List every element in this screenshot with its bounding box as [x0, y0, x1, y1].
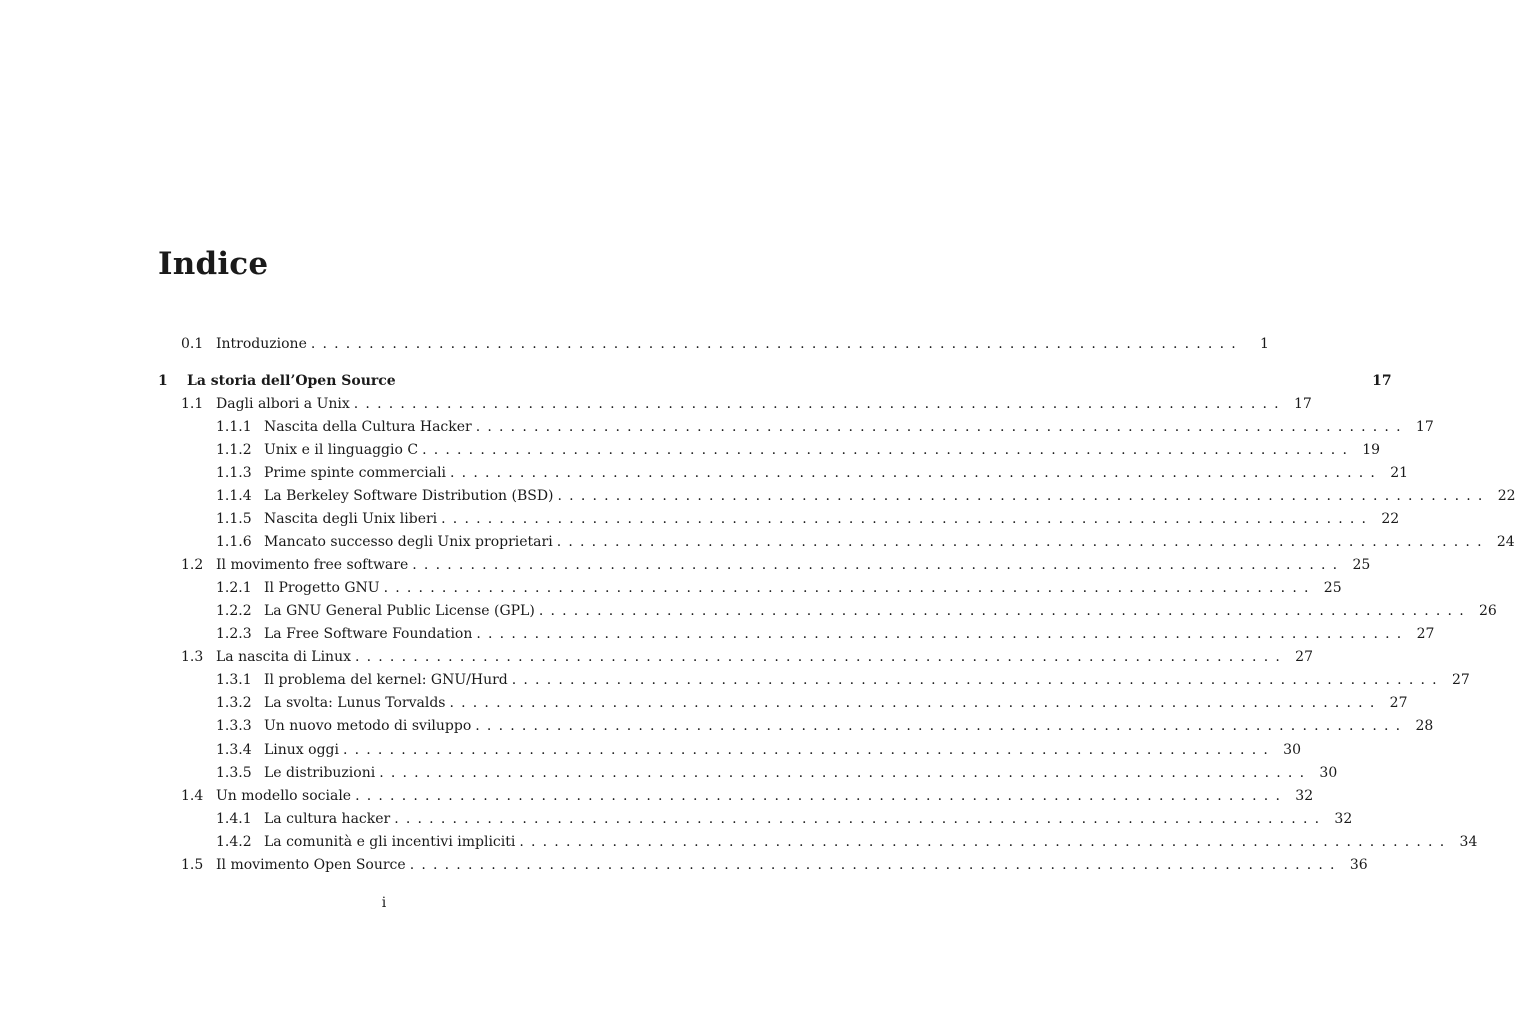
toc-entry[interactable] — [158, 416, 1434, 438]
toc-entry[interactable] — [158, 785, 1314, 807]
toc-entry-page: 32 — [1295, 788, 1314, 804]
toc-entry-number: 1.1 — [181, 396, 204, 412]
toc-entry-page: 27 — [1295, 649, 1313, 665]
toc-entry-number: 1.2.1 — [216, 580, 252, 596]
toc-entry-number: 1.3.1 — [216, 672, 252, 688]
toc-entry-page: 30 — [1319, 765, 1338, 781]
toc-entry-number: 1.2.3 — [216, 626, 252, 642]
toc-entry-page: 22 — [1497, 488, 1516, 504]
toc-entry-page: 21 — [1390, 465, 1409, 481]
toc-entry[interactable] — [158, 333, 1269, 355]
toc-entry-title: La Berkeley Software Distribution (BSD) — [264, 485, 558, 507]
toc-entry-title: Un nuovo metodo di sviluppo — [264, 715, 475, 737]
toc-entry[interactable] — [158, 831, 1478, 853]
toc-entry-number: 1.4.1 — [216, 811, 252, 827]
toc-entry-number: 1.3.4 — [216, 742, 252, 758]
toc-entry[interactable] — [158, 623, 1435, 645]
toc-entry-page: 28 — [1415, 718, 1434, 734]
toc-entry-number: 1.1.2 — [216, 442, 252, 458]
dot-leader: ................................................................................ — [441, 511, 1374, 527]
dot-leader: ................................................................................ — [557, 488, 1490, 504]
toc-entry-number: 1.2.2 — [216, 603, 252, 619]
toc-entry-page: 1 — [1259, 336, 1269, 352]
toc-entry-title: Un modello sociale — [216, 785, 355, 807]
toc-entry-title: Prime spinte commerciali — [264, 462, 450, 484]
toc-entry[interactable] — [158, 577, 1342, 599]
toc-entry[interactable] — [158, 531, 1515, 553]
dot-leader: ................................................................................ — [475, 419, 1408, 435]
toc-entry-number: 1.5 — [181, 857, 204, 873]
toc-entry-title: La Free Software Foundation — [264, 623, 476, 645]
toc-entry[interactable] — [158, 485, 1516, 507]
toc-entry-number: 1.1.4 — [216, 488, 252, 504]
toc-entry-title: Unix e il linguaggio C — [264, 439, 422, 461]
toc-entry[interactable] — [158, 393, 1312, 415]
dot-leader: ................................................................................ — [538, 603, 1471, 619]
toc-entry-number: 1.3.2 — [216, 695, 252, 711]
toc-entry-title: Nascita degli Unix liberi — [264, 508, 441, 530]
toc-entry-page: 22 — [1381, 511, 1400, 527]
toc-entry-page: 17 — [1415, 419, 1434, 435]
toc-entry-number: 1.3.5 — [216, 765, 252, 781]
toc-entry-number: 1.1.3 — [216, 465, 252, 481]
dot-leader: ................................................................................ — [310, 336, 1243, 352]
toc-entry-number: 1.2 — [181, 557, 204, 573]
toc-entry-page: 36 — [1349, 857, 1368, 873]
toc-entry[interactable] — [158, 762, 1338, 784]
dot-leader: ................................................................................ — [379, 765, 1312, 781]
toc-entry-page: 32 — [1334, 811, 1353, 827]
toc-entry-number: 0.1 — [181, 336, 204, 352]
toc-entry[interactable] — [158, 554, 1371, 576]
toc-entry[interactable] — [158, 692, 1408, 714]
toc-entry-number: 1.4 — [181, 788, 204, 804]
toc-entry-title: La storia dell’Open Source — [187, 370, 400, 392]
toc-entry[interactable] — [158, 646, 1313, 668]
dot-leader: ................................................................................ — [342, 742, 1275, 758]
toc-entry-title: Dagli albori a Unix — [216, 393, 354, 415]
dot-leader: ................................................................................ — [383, 580, 1316, 596]
toc-entry-page: 27 — [1389, 695, 1408, 711]
table-of-contents — [158, 0, 1516, 1024]
toc-entry-page: 26 — [1479, 603, 1497, 619]
dot-leader: ................................................................................ — [422, 442, 1355, 458]
dot-leader: ................................................................................ — [353, 396, 1286, 412]
toc-entry-title: Introduzione — [216, 333, 311, 355]
dot-leader: ................................................................................ — [354, 649, 1287, 665]
toc-entry[interactable] — [158, 854, 1368, 876]
dot-leader: ................................................................................ — [409, 857, 1342, 873]
dot-leader: ................................................................................ — [475, 718, 1408, 734]
toc-entry-title: Il movimento free software — [216, 554, 412, 576]
toc-entry-number: 1 — [158, 373, 168, 389]
dot-leader: ................................................................................ — [394, 811, 1327, 827]
toc-entry[interactable] — [158, 462, 1409, 484]
dot-leader: ................................................................................ — [556, 534, 1489, 550]
toc-entry-title: La nascita di Linux — [216, 646, 355, 668]
toc-entry[interactable] — [158, 808, 1353, 830]
toc-entry-number: 1.1.1 — [216, 419, 252, 435]
toc-entry-page: 34 — [1459, 834, 1478, 850]
page-title: Indice — [158, 246, 269, 282]
toc-entry-page: 24 — [1496, 534, 1515, 550]
toc-entry-title: La GNU General Public License (GPL) — [264, 600, 539, 622]
toc-entry-number: 1.3 — [181, 649, 204, 665]
toc-entry-title: La comunità e gli incentivi impliciti — [264, 831, 519, 853]
toc-entry[interactable] — [158, 669, 1470, 691]
toc-entry-number: 1.1.6 — [216, 534, 252, 550]
toc-entry[interactable] — [158, 715, 1434, 737]
toc-entry-page: 27 — [1416, 626, 1435, 642]
dot-leader: ................................................................................ — [412, 557, 1345, 573]
toc-entry-title: Il movimento Open Source — [216, 854, 410, 876]
dot-leader: ................................................................................ — [476, 626, 1409, 642]
toc-entry[interactable] — [158, 508, 1400, 530]
toc-entry-title: Il problema del kernel: GNU/Hurd — [264, 669, 512, 691]
toc-entry-page: 30 — [1283, 742, 1301, 758]
toc-entry-number: 1.4.2 — [216, 834, 252, 850]
toc-entry[interactable] — [158, 439, 1381, 461]
toc-entry-number: 1.1.5 — [216, 511, 252, 527]
toc-entry[interactable] — [158, 370, 1392, 392]
dot-leader: ................................................................................ — [511, 672, 1444, 688]
dot-leader: ................................................................................ — [449, 695, 1382, 711]
dot-leader: ................................................................................ — [355, 788, 1288, 804]
dot-leader: ................................................................................ — [450, 465, 1383, 481]
toc-entry[interactable] — [158, 600, 1497, 622]
toc-entry-page: 27 — [1451, 672, 1470, 688]
toc-entry[interactable] — [158, 739, 1301, 761]
toc-entry-title: La svolta: Lunus Torvalds — [264, 692, 449, 714]
toc-entry-title: Linux oggi — [264, 739, 343, 761]
toc-entry-page: 17 — [1372, 373, 1392, 389]
dot-leader: ................................................................................ — [519, 834, 1452, 850]
toc-entry-page: 25 — [1352, 557, 1371, 573]
page-number: i — [381, 895, 387, 911]
toc-entry-title: La cultura hacker — [264, 808, 394, 830]
toc-entry-title: Il Progetto GNU — [264, 577, 384, 599]
toc-entry-page: 25 — [1323, 580, 1342, 596]
toc-entry-title: Le distribuzioni — [264, 762, 379, 784]
toc-entry-title: Nascita della Cultura Hacker — [264, 416, 476, 438]
toc-entry-number: 1.3.3 — [216, 718, 252, 734]
toc-entry-page: 17 — [1293, 396, 1312, 412]
toc-entry-title: Mancato successo degli Unix proprietari — [264, 531, 557, 553]
toc-entry-page: 19 — [1362, 442, 1381, 458]
